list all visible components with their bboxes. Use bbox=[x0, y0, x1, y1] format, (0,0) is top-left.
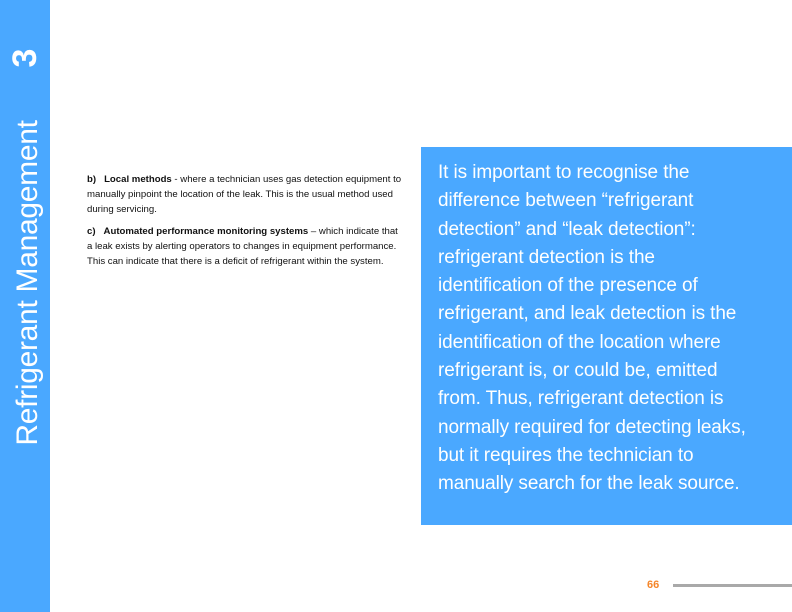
callout-box bbox=[421, 147, 792, 525]
callout-text: It is important to recognise the difference between “refrigerant detection” and “leak detection”: refrigerant detection is the identification of the presence of refrigerant, and leak detection is the identification of the location where refrigerant is, or could be, emitted from. Thus, refrigerant detection is normally required for detecting leaks, but it requires the technician to manually search for the leak source. bbox=[438, 162, 746, 495]
list-marker: b) bbox=[87, 174, 97, 185]
list-item-automated-monitoring bbox=[87, 224, 405, 269]
list-marker: c) bbox=[87, 226, 96, 237]
list-item-text: - where a technician uses gas detection equipment to manually pinpoint the location of the leak. This is the usual method used during servicing. bbox=[87, 174, 402, 215]
list-item-term: Automated performance monitoring systems bbox=[103, 226, 309, 237]
list-item-local-methods bbox=[87, 172, 405, 217]
chapter-title: Refrigerant Management bbox=[11, 120, 44, 446]
list-item-text: – which indicate that a leak exists by alerting operators to changes in equipment performance. This can indicate that there is a deficit of refrigerant within the system. bbox=[87, 226, 398, 267]
footer-rule bbox=[673, 584, 792, 587]
chapter-side-band bbox=[0, 0, 50, 612]
page-number: 66 bbox=[647, 579, 660, 591]
list-item-term: Local methods bbox=[104, 174, 172, 185]
body-text bbox=[87, 172, 405, 276]
chapter-number: 3 bbox=[6, 48, 44, 68]
